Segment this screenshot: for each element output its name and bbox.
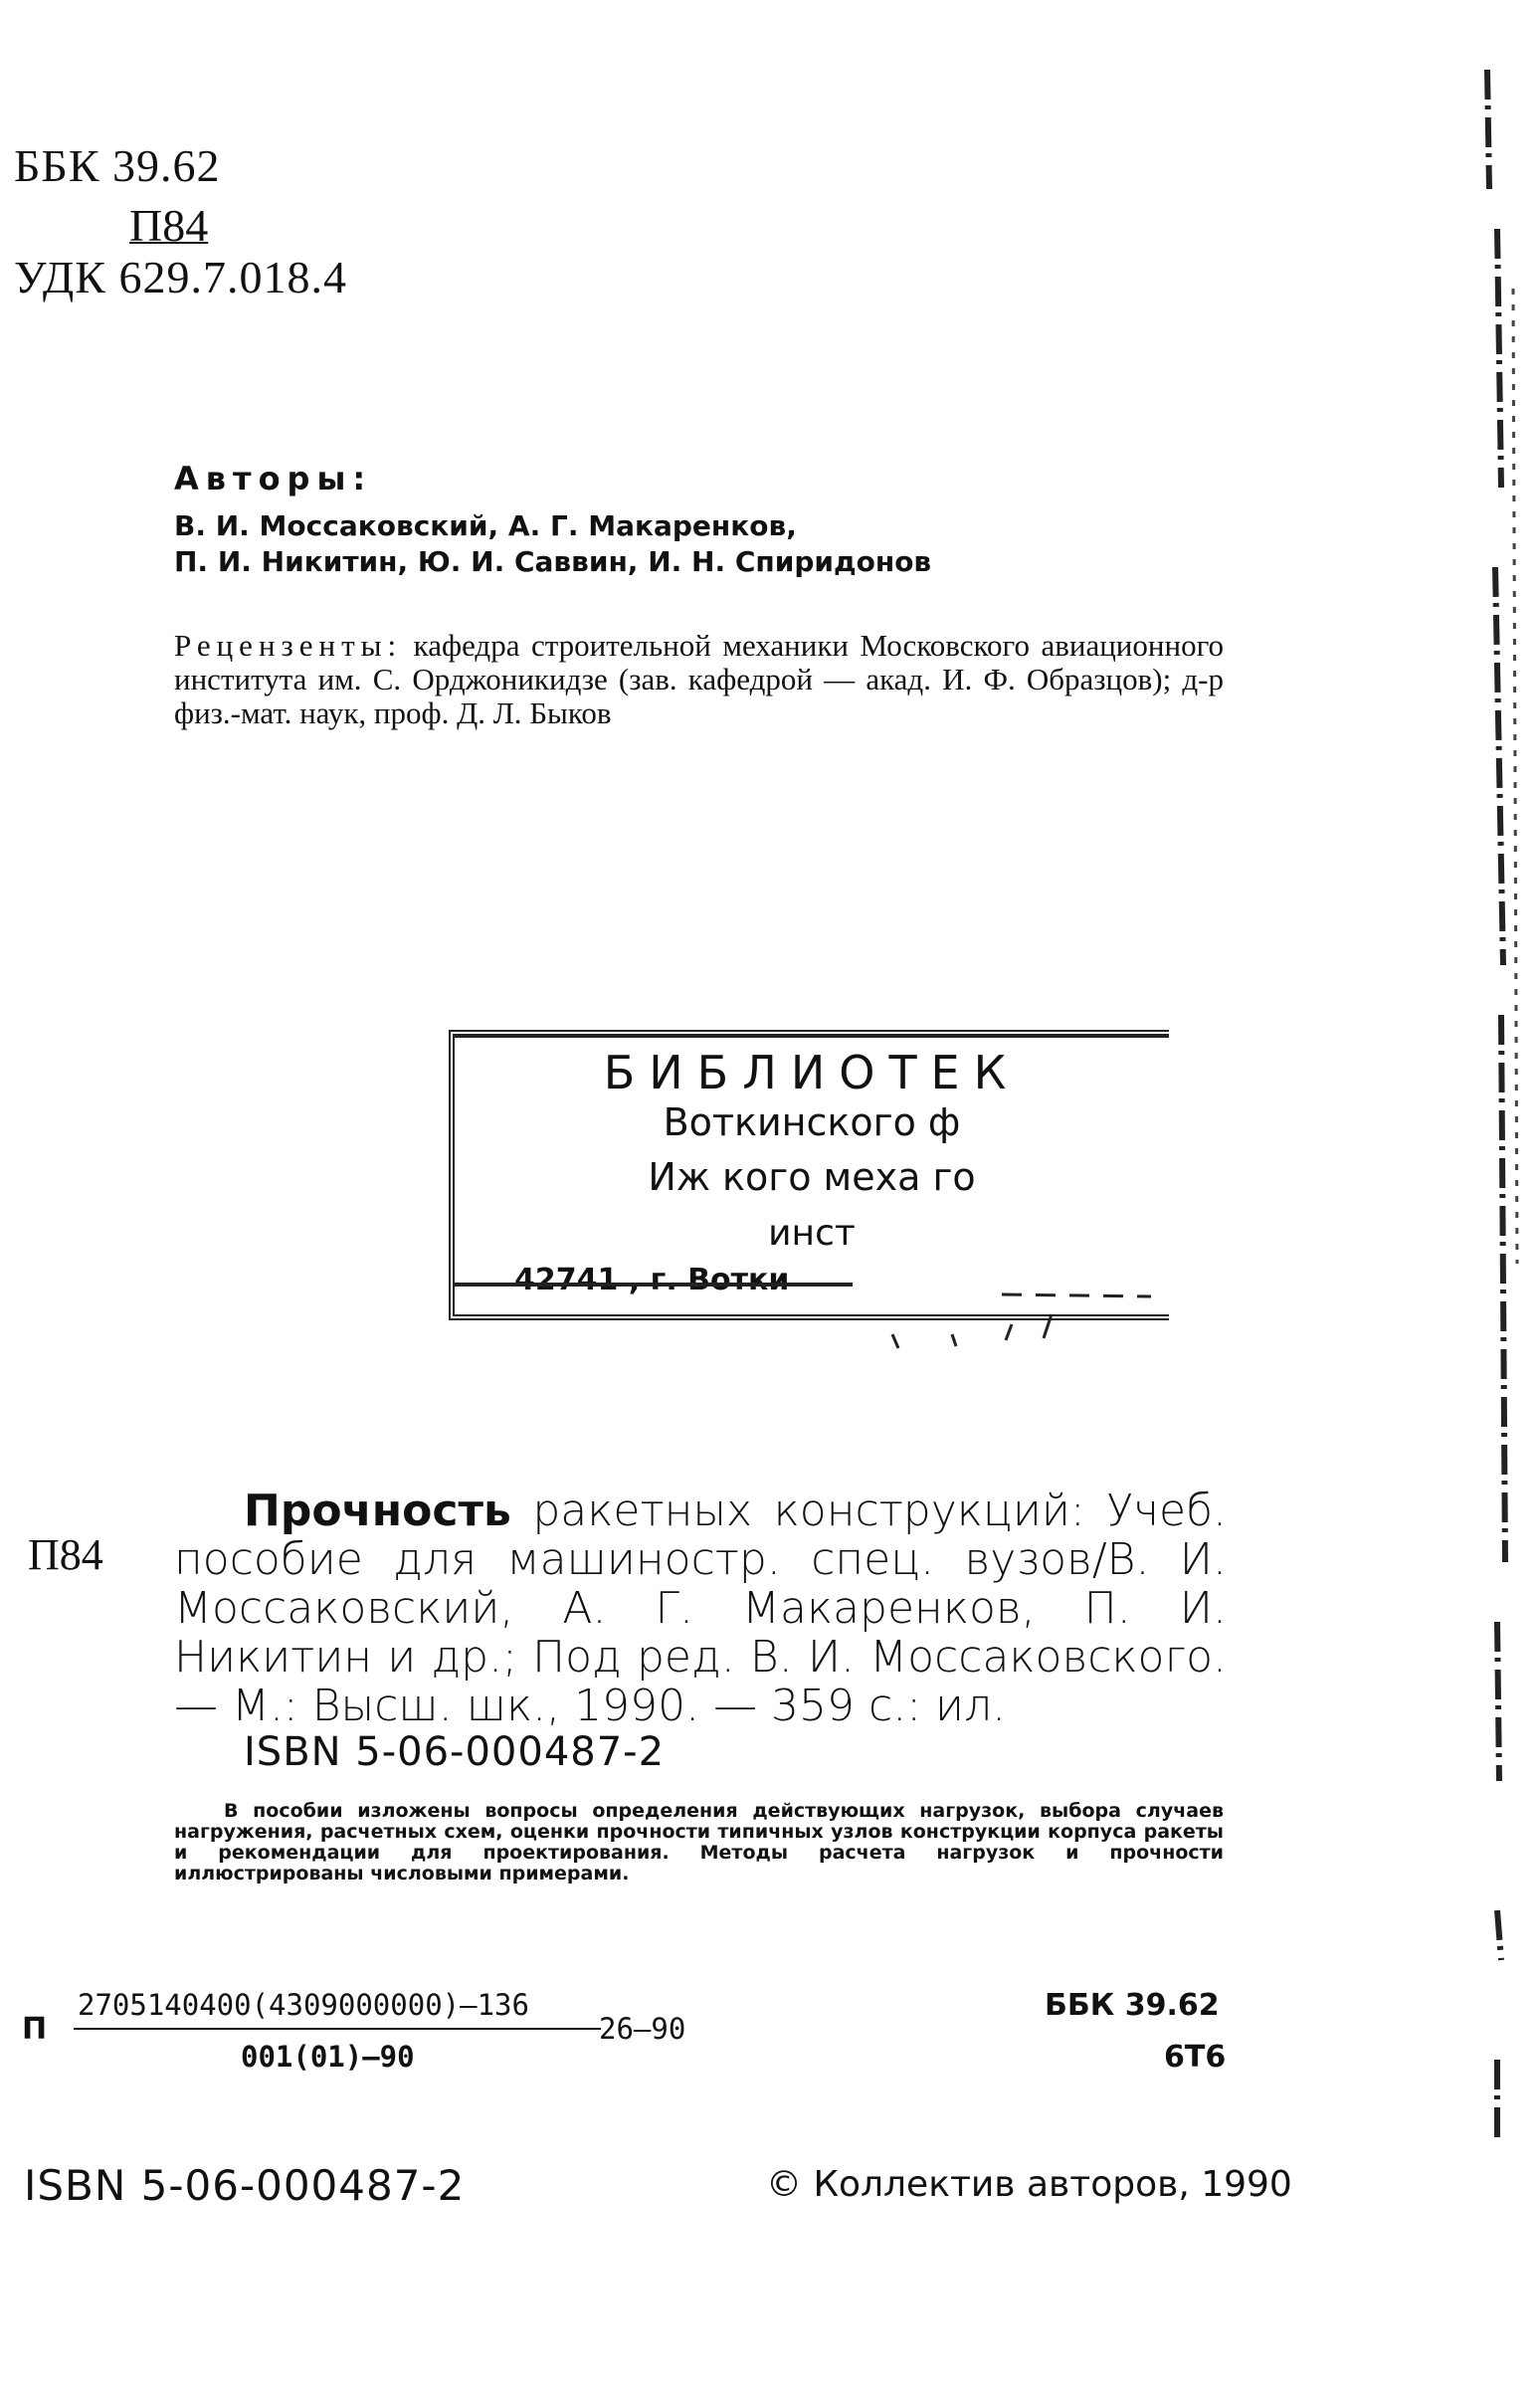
stamp-line-2: Воткинского ф	[663, 1100, 961, 1144]
stamp-scribble-icon	[455, 1036, 1169, 1314]
isbn-entry: ISBN 5-06-000487-2	[244, 1729, 666, 1775]
formula-numerator: 2705140400(4309000000)—136	[78, 1988, 529, 2022]
stamp-line-5: 42741 , г. Вотки	[514, 1263, 790, 1297]
formula-denominator: 001(01)—90	[241, 2040, 415, 2074]
bibliography-index: П84	[28, 1530, 103, 1579]
stamp-title: БИБЛИОТЕК	[603, 1046, 1021, 1099]
catalog-code: 6Т6	[1164, 2040, 1227, 2075]
copyright-notice: © Коллектив авторов, 1990	[766, 2164, 1292, 2205]
bibliography-text: ракетных конструкций: Учеб. пособие для машиностр. спец. вузов/В. И. Моссаковский, А. Г. Макаренков, П. И. Никитин и др.; Под ред. В. И. Моссаковского. — М.: Высш. шк., 1990. — 359 с.: ил.	[174, 1486, 1227, 1731]
bbk-bottom: ББК 39.62	[1045, 1988, 1220, 2023]
authors-line-2: П. И. Никитин, Ю. И. Саввин, И. Н. Спиридонов	[174, 545, 932, 578]
reviewers-label: Рецензенты:	[174, 628, 403, 663]
formula-letter: П	[22, 2012, 48, 2047]
authors-heading: Авторы:	[174, 460, 373, 497]
annotation: В пособии изложены вопросы определения действующих нагрузок, выбора случаев нагружения, расчетных схем, оценки прочности типичных узлов конструкции корпуса ракеты и рекомендации для проектирования. Методы расчета нагрузок и прочности иллюстрированы числовыми примерами.	[174, 1800, 1224, 1885]
formula-right: 26—90	[599, 2012, 686, 2046]
formula-fraction-line	[74, 2028, 601, 2030]
scan-edge-artifact-icon	[1467, 70, 1537, 2259]
authors-line-1: В. И. Моссаковский, А. Г. Макаренков,	[174, 509, 797, 542]
udk-code: УДК 629.7.018.4	[14, 252, 347, 302]
bibliographic-entry	[174, 1487, 1227, 1730]
bbk-code: ББК 39.62	[14, 140, 221, 191]
library-stamp	[449, 1030, 1169, 1320]
stamp-line-3: Иж кого меха го	[648, 1155, 976, 1199]
reviewers-block	[174, 629, 1224, 730]
stamp-line-4: инст	[768, 1213, 856, 1254]
reviewers-text: кафедра строительной механики Московского авиационного института им. С. Орджоникидзе (зав. кафедрой — акад. И. Ф. Образцов); д-р физ.-мат. наук, проф. Д. Л. Быков	[174, 628, 1225, 730]
isbn-footer: ISBN 5-06-000487-2	[24, 2161, 466, 2210]
catalog-index: П84	[129, 200, 209, 251]
bibliography-title: Прочность	[244, 1486, 511, 1536]
